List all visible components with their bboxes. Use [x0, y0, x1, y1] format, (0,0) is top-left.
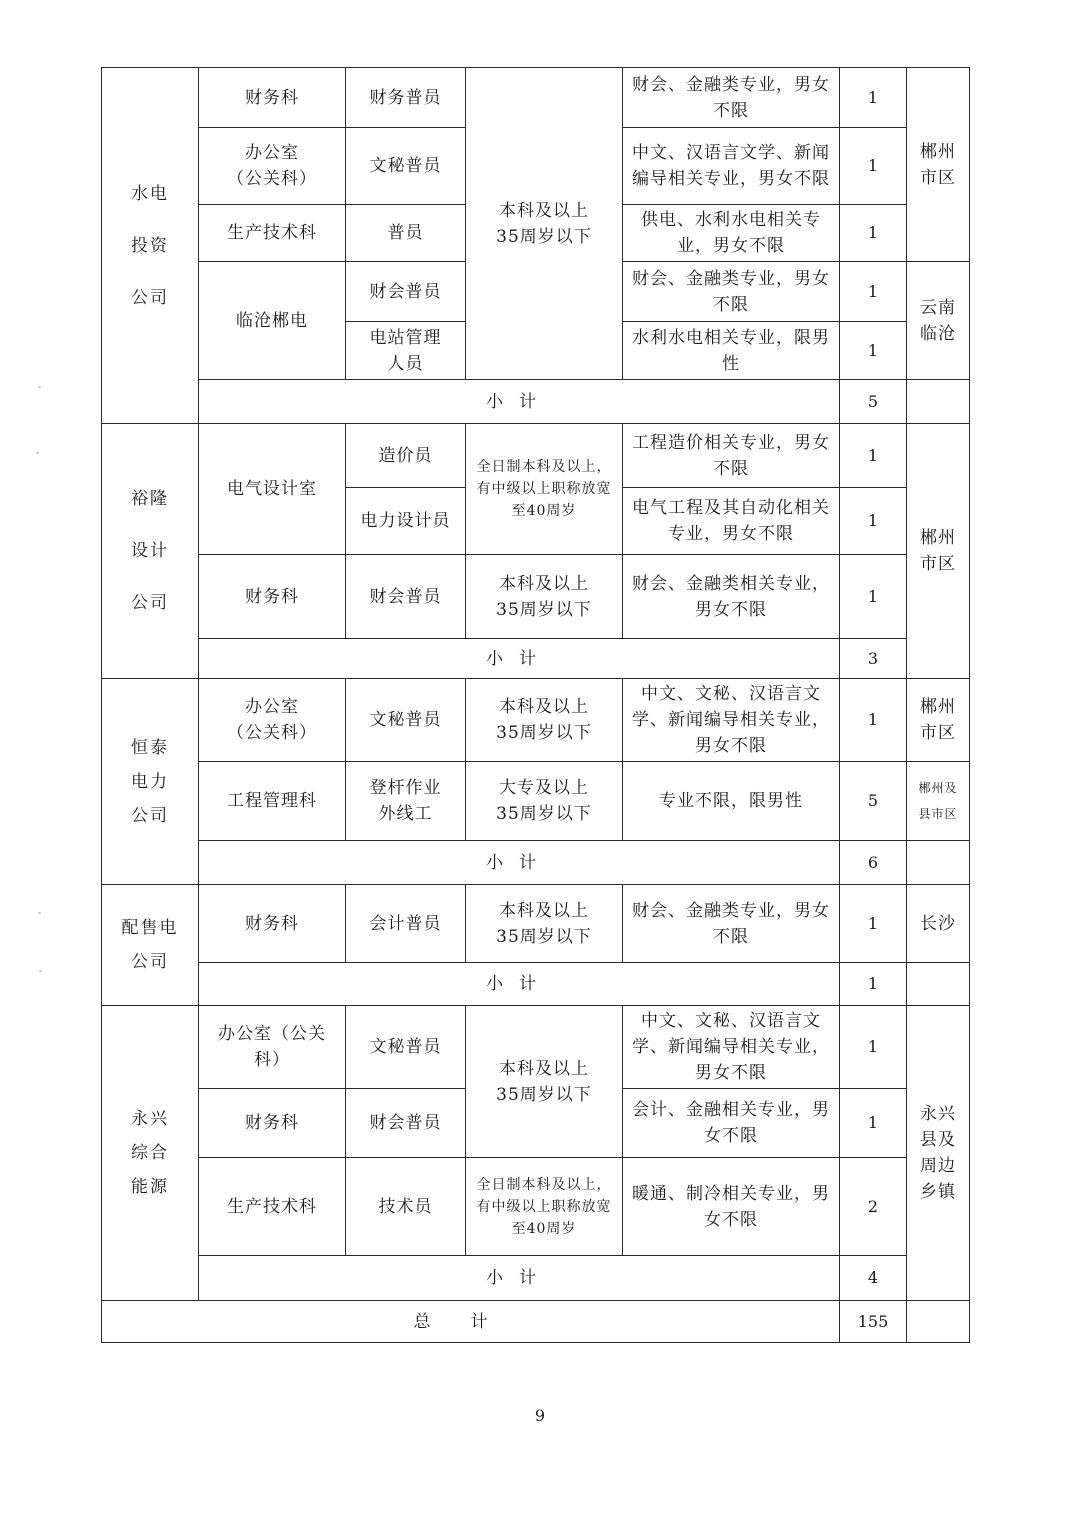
education-cell: 本科及以上 35周岁以下 [466, 68, 623, 380]
department-cell: 办公室（公关科） [199, 1006, 346, 1089]
subtotal-row [102, 1256, 970, 1301]
department-cell: 办公室 （公关科） [199, 128, 346, 205]
position-cell: 文秘普员 [346, 1006, 466, 1089]
department-cell: 办公室 （公关科） [199, 679, 346, 762]
scan-speck [38, 386, 41, 388]
headcount-cell: 1 [840, 205, 907, 262]
position-cell: 文秘普员 [346, 128, 466, 205]
subtotal-value: 3 [840, 639, 907, 679]
page-number: 9 [534, 1406, 546, 1425]
education-cell: 全日制本科及以上，有中级以上职称放宽至40周岁 [466, 424, 623, 555]
requirement-cell: 暖通、制冷相关专业，男女不限 [623, 1158, 840, 1256]
company-cell: 裕隆 设计 公司 [102, 424, 199, 679]
headcount-cell: 1 [840, 488, 907, 555]
requirement-cell: 水利水电相关专业，限男性 [623, 322, 840, 380]
subtotal-row [102, 963, 970, 1006]
education-cell: 本科及以上 35周岁以下 [466, 1006, 623, 1158]
requirement-cell: 中文、文秘、汉语言文学、新闻编导相关专业，男女不限 [623, 1006, 840, 1089]
subtotal-value: 4 [840, 1256, 907, 1301]
headcount-cell: 1 [840, 679, 907, 762]
headcount-cell: 1 [840, 1006, 907, 1089]
requirement-cell: 财会、金融类专业，男女不限 [623, 885, 840, 963]
company-cell: 配售电 公司 [102, 885, 199, 1006]
recruitment-table [101, 67, 970, 1343]
position-cell: 财会普员 [346, 1089, 466, 1158]
position-cell: 技术员 [346, 1158, 466, 1256]
company-cell: 永兴 综合 能源 [102, 1006, 199, 1301]
subtotal-value: 1 [840, 963, 907, 1006]
requirement-cell: 电气工程及其自动化相关专业，男女不限 [623, 488, 840, 555]
position-cell: 文秘普员 [346, 679, 466, 762]
location-cell: 长沙 [907, 885, 970, 963]
empty-cell [907, 380, 970, 424]
table-row [102, 68, 970, 128]
location-cell: 郴州及 县市区 [907, 762, 970, 841]
position-cell: 登杆作业 外线工 [346, 762, 466, 841]
scan-speck [39, 970, 42, 972]
requirement-cell: 财会、金融类相关专业，男女不限 [623, 555, 840, 639]
table-row [102, 762, 970, 841]
subtotal-label: 小计 [199, 1256, 840, 1301]
subtotal-row [102, 639, 970, 679]
position-cell: 财会普员 [346, 262, 466, 322]
empty-cell [907, 963, 970, 1006]
education-cell: 本科及以上 35周岁以下 [466, 555, 623, 639]
total-label: 总计 [102, 1301, 840, 1343]
requirement-cell: 中文、文秘、汉语言文学、新闻编导相关专业，男女不限 [623, 679, 840, 762]
education-cell: 本科及以上 35周岁以下 [466, 679, 623, 762]
education-cell: 大专及以上 35周岁以下 [466, 762, 623, 841]
headcount-cell: 1 [840, 424, 907, 488]
department-cell: 生产技术科 [199, 205, 346, 262]
department-cell: 临沧郴电 [199, 262, 346, 380]
department-cell: 财务科 [199, 555, 346, 639]
empty-cell [907, 1301, 970, 1343]
subtotal-row [102, 841, 970, 885]
headcount-cell: 1 [840, 68, 907, 128]
headcount-cell: 1 [840, 885, 907, 963]
subtotal-label: 小计 [199, 963, 840, 1006]
location-cell: 郴州 市区 [907, 424, 970, 679]
position-cell: 电力设计员 [346, 488, 466, 555]
headcount-cell: 1 [840, 1089, 907, 1158]
table-row [102, 424, 970, 488]
department-cell: 工程管理科 [199, 762, 346, 841]
table-row [102, 555, 970, 639]
subtotal-value: 5 [840, 380, 907, 424]
headcount-cell: 1 [840, 322, 907, 380]
position-cell: 电站管理 人员 [346, 322, 466, 380]
position-cell: 普员 [346, 205, 466, 262]
subtotal-label: 小计 [199, 639, 840, 679]
requirement-cell: 会计、金融相关专业，男女不限 [623, 1089, 840, 1158]
headcount-cell: 2 [840, 1158, 907, 1256]
empty-cell [907, 841, 970, 885]
requirement-cell: 中文、汉语言文学、新闻编导相关专业，男女不限 [623, 128, 840, 205]
company-cell: 水电 投资 公司 [102, 68, 199, 424]
position-cell: 财会普员 [346, 555, 466, 639]
subtotal-row [102, 380, 970, 424]
table-row [102, 1006, 970, 1089]
requirement-cell: 专业不限，限男性 [623, 762, 840, 841]
position-cell: 造价员 [346, 424, 466, 488]
requirement-cell: 供电、水利水电相关专业，男女不限 [623, 205, 840, 262]
education-cell: 本科及以上 35周岁以下 [466, 885, 623, 963]
location-cell: 郴州 市区 [907, 679, 970, 762]
table-row [102, 885, 970, 963]
department-cell: 生产技术科 [199, 1158, 346, 1256]
department-cell: 电气设计室 [199, 424, 346, 555]
headcount-cell: 1 [840, 262, 907, 322]
location-cell: 郴州 市区 [907, 68, 970, 262]
table-row [102, 1158, 970, 1256]
scan-speck [36, 452, 39, 454]
headcount-cell: 1 [840, 128, 907, 205]
subtotal-label: 小计 [199, 841, 840, 885]
position-cell: 会计普员 [346, 885, 466, 963]
total-row [102, 1301, 970, 1343]
table-row [102, 679, 970, 762]
department-cell: 财务科 [199, 1089, 346, 1158]
department-cell: 财务科 [199, 68, 346, 128]
subtotal-value: 6 [840, 841, 907, 885]
headcount-cell: 5 [840, 762, 907, 841]
location-cell: 永兴 县及 周边 乡镇 [907, 1006, 970, 1301]
requirement-cell: 财会、金融类专业，男女不限 [623, 262, 840, 322]
scan-speck [38, 912, 41, 914]
department-cell: 财务科 [199, 885, 346, 963]
location-cell: 云南 临沧 [907, 262, 970, 380]
position-cell: 财务普员 [346, 68, 466, 128]
total-value: 155 [840, 1301, 907, 1343]
requirement-cell: 工程造价相关专业，男女不限 [623, 424, 840, 488]
requirement-cell: 财会、金融类专业，男女不限 [623, 68, 840, 128]
company-cell: 恒泰 电力 公司 [102, 679, 199, 885]
headcount-cell: 1 [840, 555, 907, 639]
subtotal-label: 小计 [199, 380, 840, 424]
education-cell: 全日制本科及以上，有中级以上职称放宽至40周岁 [466, 1158, 623, 1256]
